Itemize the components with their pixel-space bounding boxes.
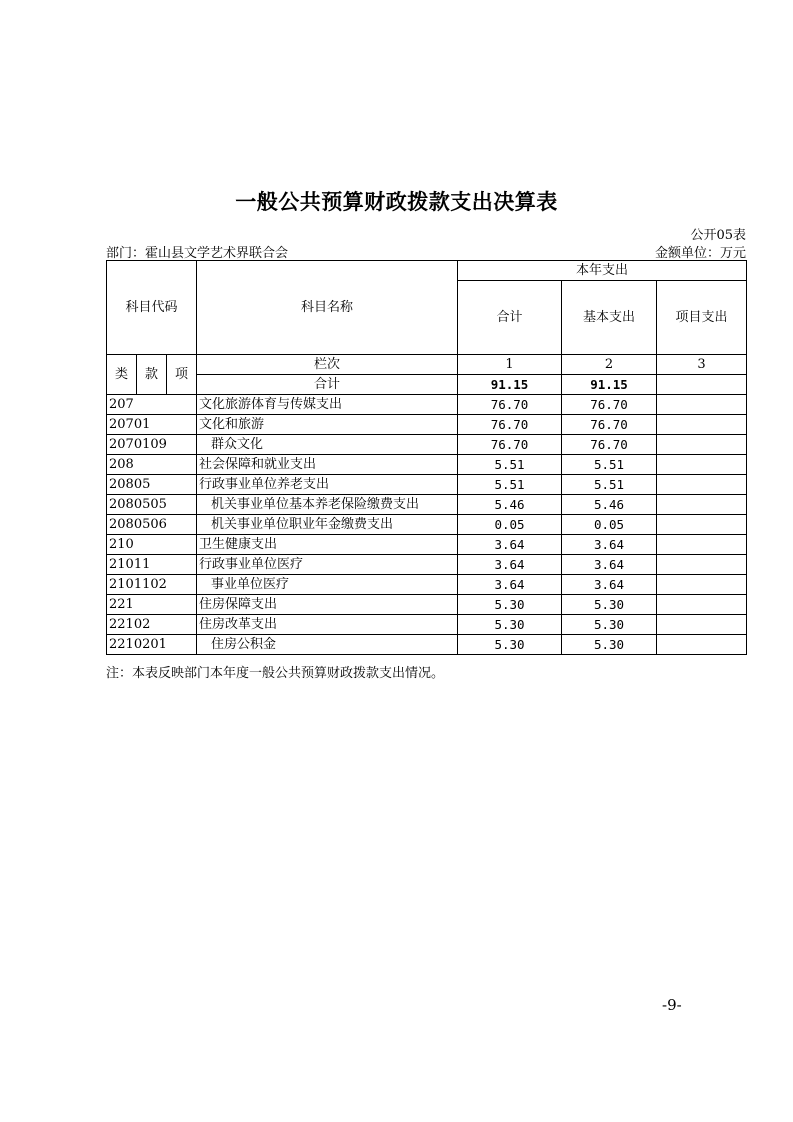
row-subject-name: 行政事业单位医疗: [197, 555, 458, 575]
row-project: [657, 495, 747, 515]
row-total: 5.51: [458, 475, 562, 495]
table-row: [107, 435, 747, 455]
row-total: 76.70: [458, 415, 562, 435]
row-basic: 5.51: [562, 475, 657, 495]
row-subject-name: 住房保障支出: [197, 595, 458, 615]
row-subject-name: 住房改革支出: [197, 615, 458, 635]
row-basic: 5.46: [562, 495, 657, 515]
header-project: 项目支出: [657, 281, 747, 355]
row-basic: 5.30: [562, 615, 657, 635]
expenditure-table: [106, 260, 747, 655]
table-row: [107, 575, 747, 595]
row-total: 3.64: [458, 555, 562, 575]
row-project: [657, 515, 747, 535]
row-subject-code: 2101102: [107, 575, 197, 595]
table-row: [107, 535, 747, 555]
row-subject-name: 社会保障和就业支出: [197, 455, 458, 475]
row-subject-code: 22102: [107, 615, 197, 635]
table-row: [107, 555, 747, 575]
table-row: [107, 515, 747, 535]
row-basic: 0.05: [562, 515, 657, 535]
row-subject-code: 221: [107, 595, 197, 615]
header-row-1: [107, 261, 747, 281]
row-project: [657, 635, 747, 655]
sum-row: [107, 375, 747, 395]
row-subject-name: 文化旅游体育与传媒支出: [197, 395, 458, 415]
page-title: 一般公共预算财政拨款支出决算表: [235, 190, 558, 214]
row-subject-code: 21011: [107, 555, 197, 575]
header-total: 合计: [458, 281, 562, 355]
sum-basic: 91.15: [562, 375, 657, 395]
column-label: 栏次: [197, 355, 458, 375]
row-project: [657, 595, 747, 615]
row-subject-code: 2080505: [107, 495, 197, 515]
header-lei: 类: [107, 355, 137, 395]
row-subject-code: 20805: [107, 475, 197, 495]
table-row: [107, 635, 747, 655]
row-project: [657, 575, 747, 595]
header-current-year: 本年支出: [458, 261, 747, 281]
header-subject-code: 科目代码: [107, 261, 197, 355]
row-basic: 3.64: [562, 575, 657, 595]
row-basic: 76.70: [562, 415, 657, 435]
row-subject-code: 2070109: [107, 435, 197, 455]
department-label: 部门：霍山县文学艺术界联合会: [106, 246, 289, 261]
row-total: 76.70: [458, 395, 562, 415]
table-row: [107, 615, 747, 635]
row-total: 5.30: [458, 595, 562, 615]
row-project: [657, 415, 747, 435]
row-subject-name: 卫生健康支出: [197, 535, 458, 555]
header-basic: 基本支出: [562, 281, 657, 355]
sum-label: 合计: [197, 375, 458, 395]
row-total: 76.70: [458, 435, 562, 455]
table-row: [107, 595, 747, 615]
row-basic: 5.30: [562, 635, 657, 655]
row-subject-code: 210: [107, 535, 197, 555]
row-subject-name: 行政事业单位养老支出: [197, 475, 458, 495]
column-index-2: 2: [562, 355, 657, 375]
row-project: [657, 395, 747, 415]
row-basic: 5.30: [562, 595, 657, 615]
form-number: 公开05表: [690, 228, 746, 243]
row-total: 3.64: [458, 575, 562, 595]
table-row: [107, 395, 747, 415]
row-subject-code: 20701: [107, 415, 197, 435]
row-project: [657, 475, 747, 495]
row-basic: 3.64: [562, 535, 657, 555]
row-project: [657, 455, 747, 475]
header-xiang: 项: [167, 355, 197, 395]
table-row: [107, 495, 747, 515]
row-basic: 76.70: [562, 395, 657, 415]
row-total: 5.46: [458, 495, 562, 515]
row-total: 5.51: [458, 455, 562, 475]
row-total: 0.05: [458, 515, 562, 535]
column-index-row: [107, 355, 747, 375]
row-basic: 76.70: [562, 435, 657, 455]
header-kuan: 款: [137, 355, 167, 395]
row-project: [657, 535, 747, 555]
row-project: [657, 615, 747, 635]
table-row: [107, 455, 747, 475]
row-total: 3.64: [458, 535, 562, 555]
header-subject-name: 科目名称: [197, 261, 458, 355]
row-total: 5.30: [458, 635, 562, 655]
row-basic: 5.51: [562, 455, 657, 475]
table-row: [107, 475, 747, 495]
row-project: [657, 435, 747, 455]
row-subject-code: 208: [107, 455, 197, 475]
amount-unit-label: 金额单位：万元: [654, 246, 746, 261]
row-subject-name: 群众文化: [197, 435, 458, 455]
row-subject-name: 文化和旅游: [197, 415, 458, 435]
row-project: [657, 555, 747, 575]
column-index-3: 3: [657, 355, 747, 375]
row-total: 5.30: [458, 615, 562, 635]
row-subject-name: 住房公积金: [197, 635, 458, 655]
sum-total: 91.15: [458, 375, 562, 395]
row-basic: 3.64: [562, 555, 657, 575]
row-subject-name: 机关事业单位基本养老保险缴费支出: [197, 495, 458, 515]
table-note: 注：本表反映部门本年度一般公共预算财政拨款支出情况。: [106, 666, 445, 681]
row-subject-code: 207: [107, 395, 197, 415]
row-subject-code: 2210201: [107, 635, 197, 655]
sum-project: [657, 375, 747, 395]
page-number: -9-: [662, 996, 682, 1014]
column-index-1: 1: [458, 355, 562, 375]
row-subject-code: 2080506: [107, 515, 197, 535]
row-subject-name: 事业单位医疗: [197, 575, 458, 595]
row-subject-name: 机关事业单位职业年金缴费支出: [197, 515, 458, 535]
table-row: [107, 415, 747, 435]
